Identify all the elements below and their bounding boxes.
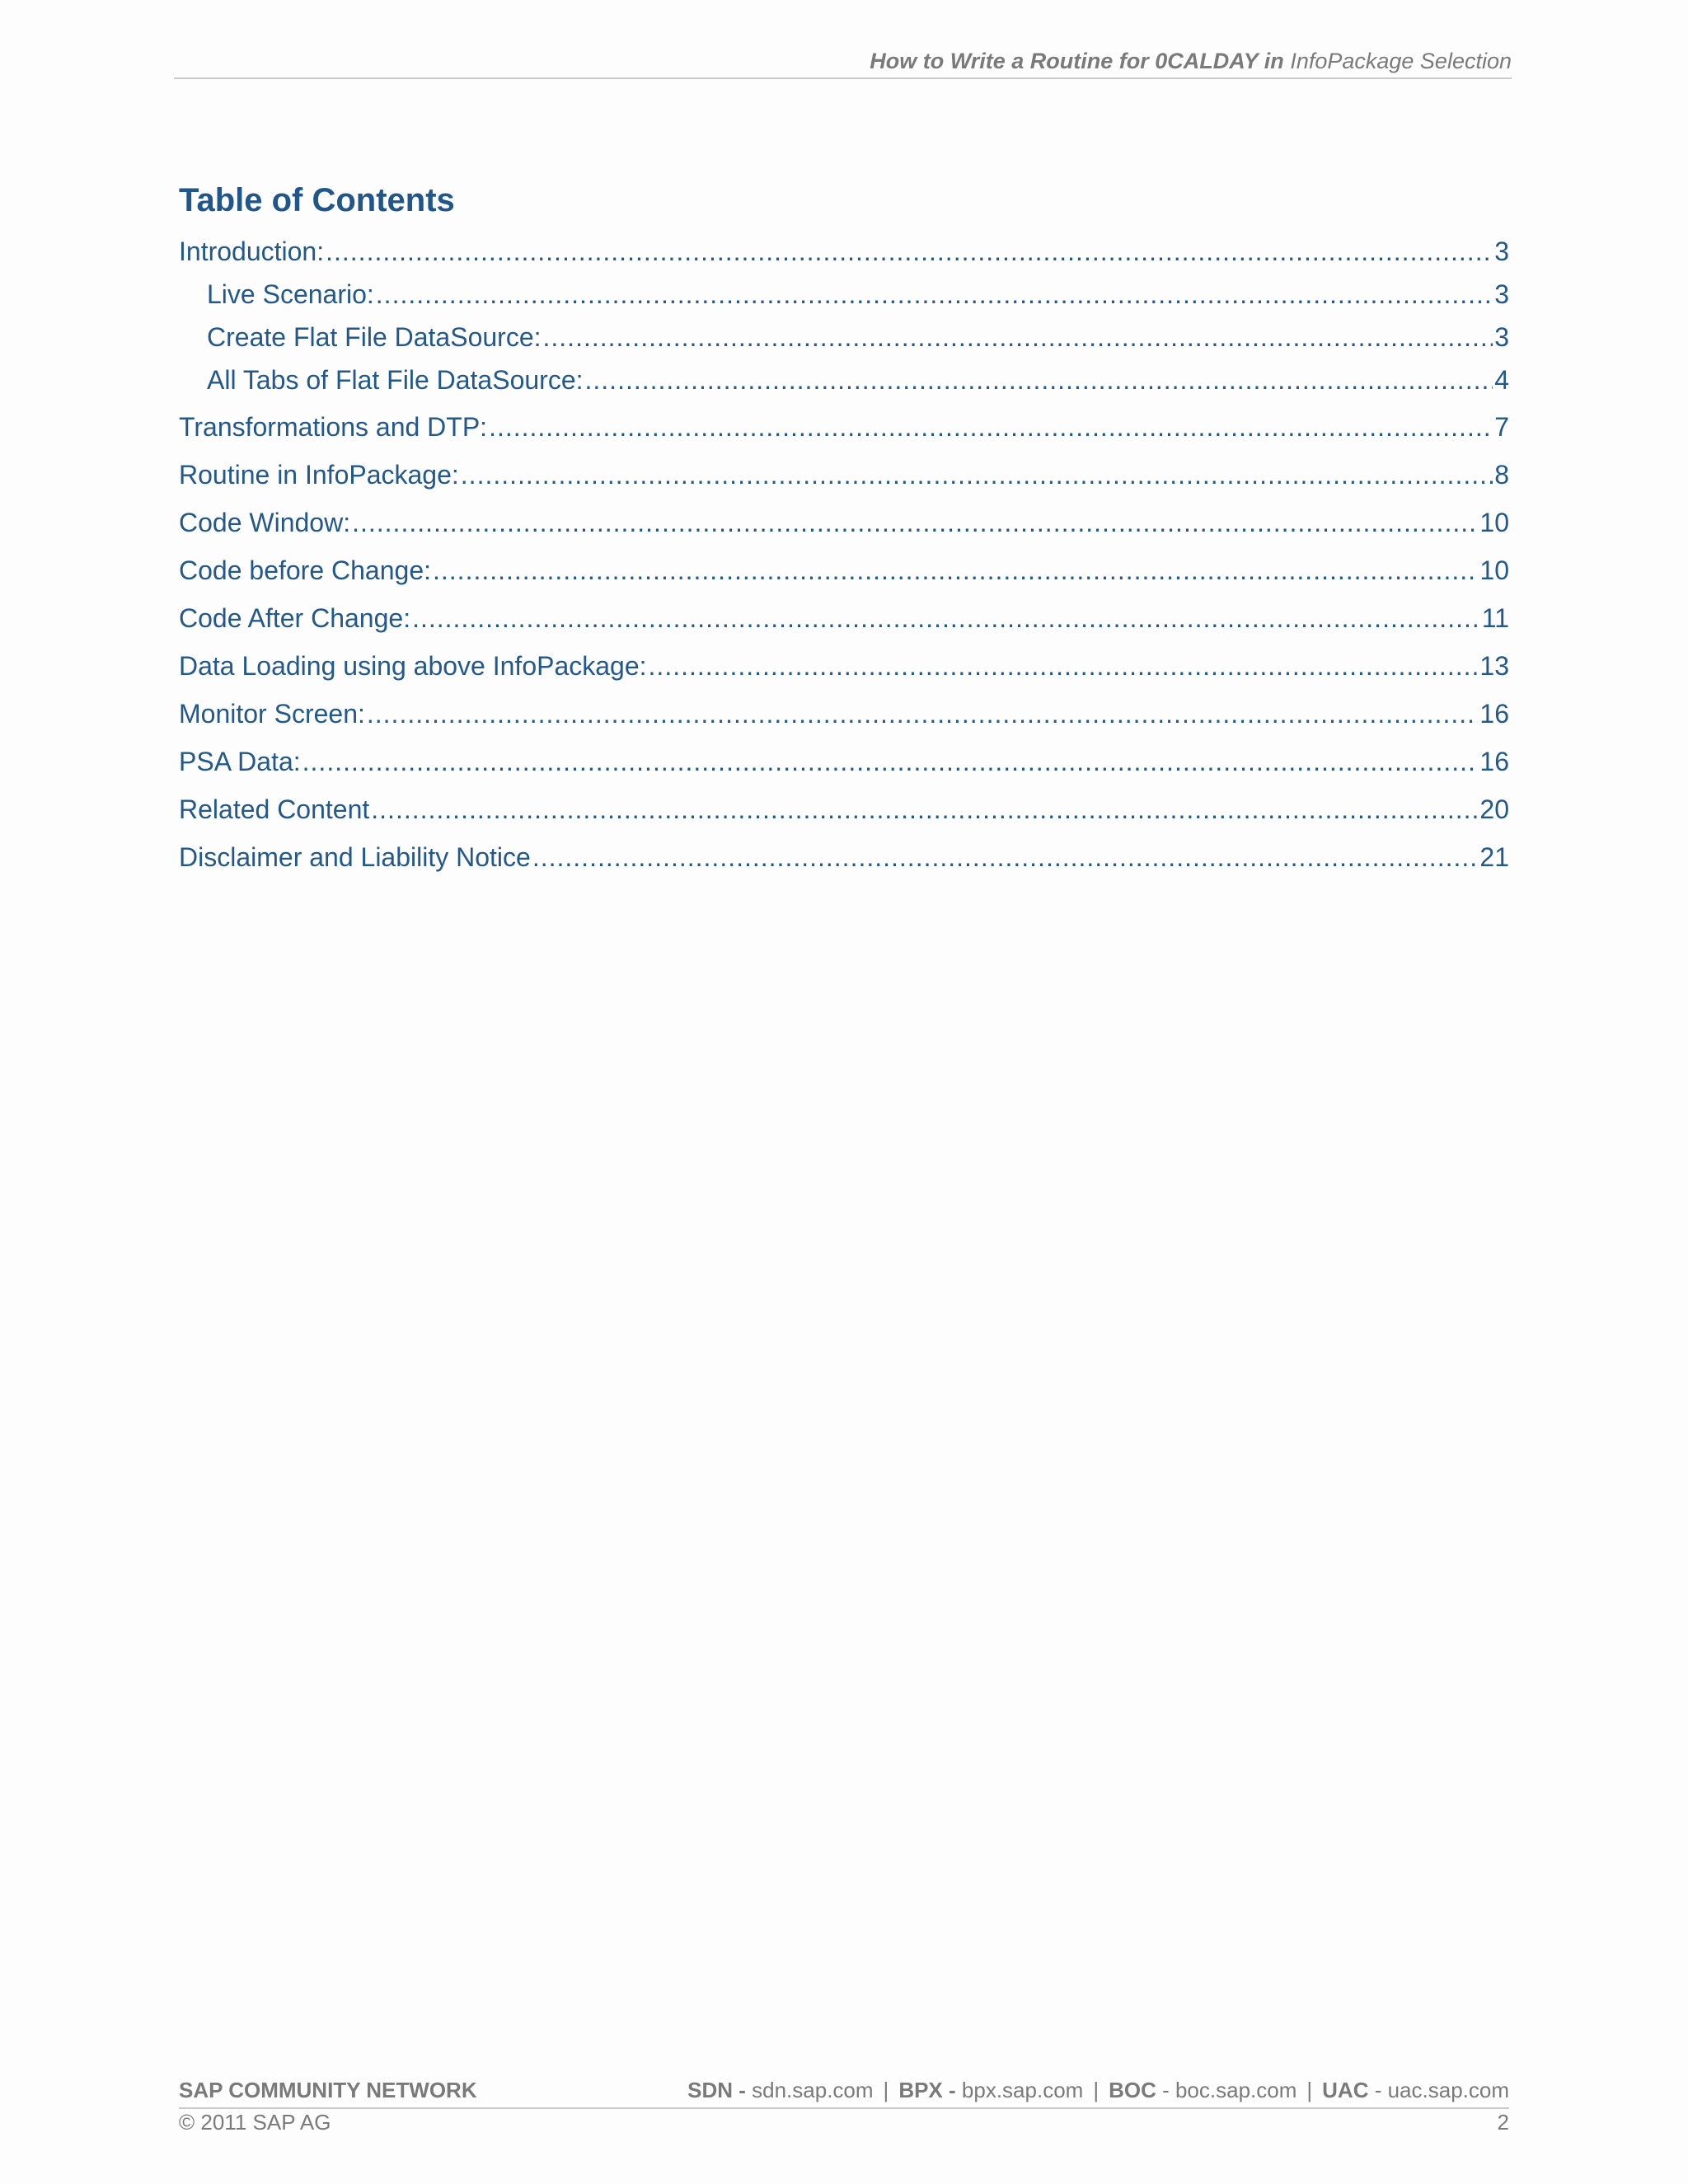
toc-entry-page: 7 [1494,412,1509,442]
toc-dot-leader [532,841,1479,874]
toc-entry[interactable] [179,793,1509,826]
toc-dot-leader [461,458,1493,491]
toc-entry[interactable] [179,458,1509,491]
toc-entry[interactable] [179,745,1509,778]
toc-entry-label: Data Loading using above InfoPackage: [179,651,647,681]
toc-entry[interactable] [179,697,1509,730]
toc-entry-label: Disclaimer and Liability Notice [179,842,531,872]
toc-entry-label: Code Window: [179,508,351,537]
toc-entry-page: 10 [1479,555,1509,585]
toc-dot-leader [376,278,1493,311]
footer-link-bpx[interactable]: BPX - bpx.sap.com [898,2078,1084,2102]
toc-entry-page: 21 [1479,842,1509,872]
toc-entry[interactable] [207,278,1509,311]
toc-entry-label: Code before Change: [179,555,431,585]
footer-top [179,2076,1509,2109]
toc-entry-page: 4 [1494,365,1509,395]
footer-copyright: © 2011 SAP AG [179,2110,331,2135]
toc-entry-page: 3 [1494,322,1509,352]
toc-entry[interactable] [179,506,1509,539]
toc-dot-leader [302,745,1479,778]
toc-entry-label: Code After Change: [179,603,411,633]
toc-dot-leader [367,697,1479,730]
toc-entry-label: Create Flat File DataSource: [207,322,542,352]
toc-entry-label: Related Content [179,794,370,824]
toc-entry[interactable] [179,602,1509,635]
toc-entry-label: Introduction: [179,237,325,266]
toc-entry-label: PSA Data: [179,747,301,776]
toc-dot-leader [543,321,1493,354]
footer-network: SAP COMMUNITY NETWORK [179,2078,477,2102]
toc-entry-page: 13 [1479,651,1509,681]
header-title-bold: How to Write a Routine for 0CALDAY in [870,49,1284,73]
header-title-normal: InfoPackage Selection [1290,49,1512,73]
toc-dot-leader [433,554,1478,587]
toc-entry-label: All Tabs of Flat File DataSource: [207,365,584,395]
toc-dot-leader [371,793,1478,826]
footer-link-uac[interactable]: UAC - uac.sap.com [1322,2078,1509,2102]
toc-entry[interactable] [179,841,1509,874]
footer-link-sdn[interactable]: SDN - sdn.sap.com [687,2078,874,2102]
toc-entry-page: 10 [1479,508,1509,537]
page-header [174,46,1512,79]
footer-bottom [179,2108,1509,2136]
toc-entry-page: 3 [1494,237,1509,266]
toc-dot-leader [585,363,1493,396]
footer-page-number: 2 [1497,2110,1509,2135]
toc-entry[interactable] [179,410,1509,443]
toc-entry[interactable] [207,363,1509,396]
footer-link-boc[interactable]: BOC - boc.sap.com [1109,2078,1297,2102]
toc-entry-label: Monitor Screen: [179,699,365,729]
toc-entry-page: 20 [1479,794,1509,824]
toc-entry-label: Live Scenario: [207,279,374,309]
toc-entry[interactable] [179,554,1509,587]
toc-dot-leader [352,506,1478,539]
toc-entry[interactable] [179,649,1509,682]
toc-dot-leader [326,235,1493,268]
toc-entry-page: 11 [1481,603,1509,633]
toc-entry-label: Routine in InfoPackage: [179,460,459,490]
toc-entry[interactable] [179,235,1509,268]
toc-entry-page: 16 [1479,747,1509,776]
toc-entry[interactable] [207,321,1509,354]
toc-entry-page: 3 [1494,279,1509,309]
toc-dot-leader [412,602,1480,635]
toc-entry-page: 8 [1494,460,1509,490]
toc-entry-page: 16 [1479,699,1509,729]
toc-title: Table of Contents [179,182,455,218]
toc-dot-leader [649,649,1479,682]
footer-links: SDN - sdn.sap.com | BPX - bpx.sap.com | BOC - boc.sap.com | UAC - uac.sap.com [687,2078,1509,2102]
toc-dot-leader [489,410,1493,443]
toc-entry-label: Transformations and DTP: [179,412,488,442]
